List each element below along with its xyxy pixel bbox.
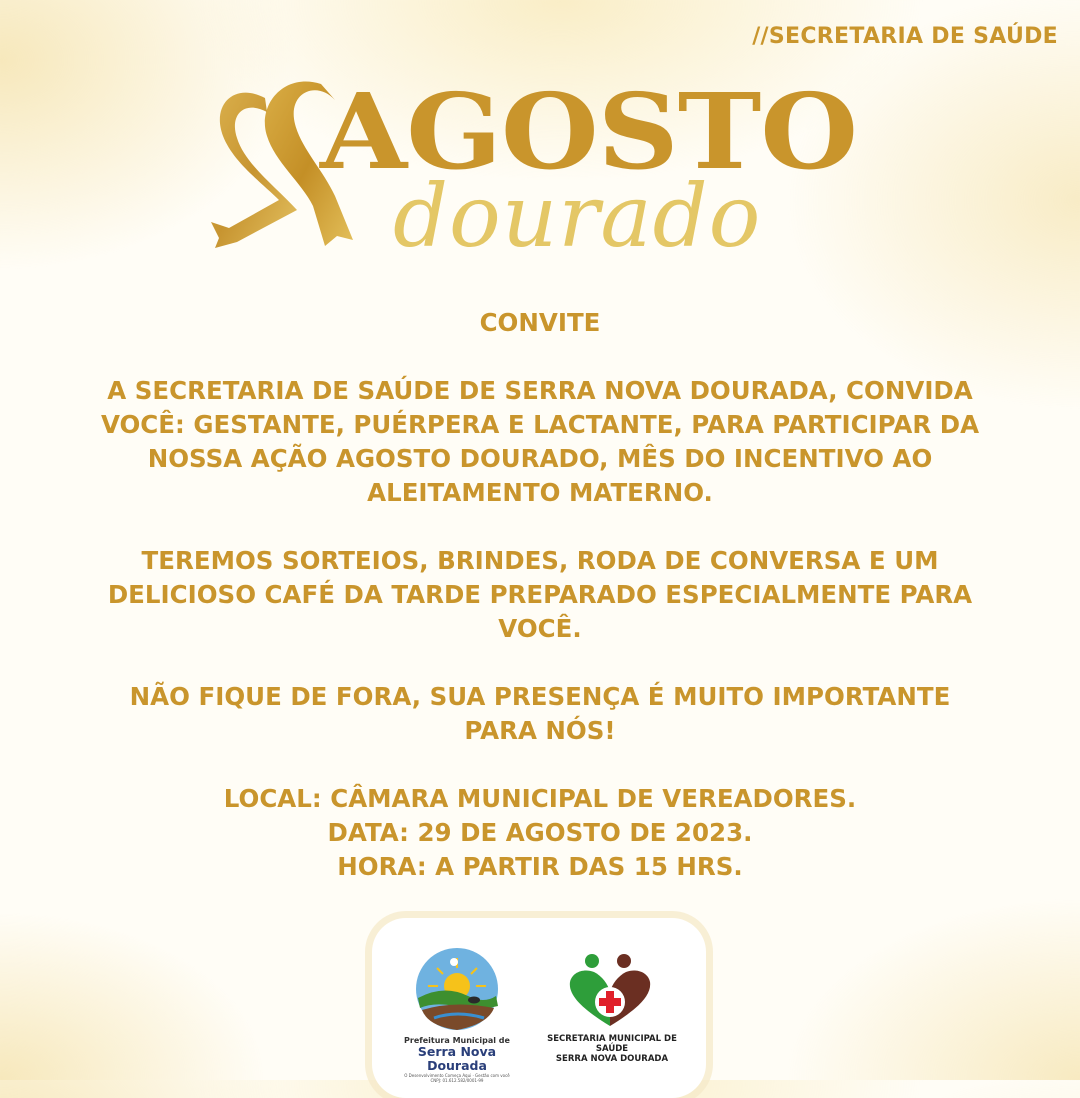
health-heart-cross-icon xyxy=(564,954,660,1030)
invitation-paragraph: A SECRETARIA DE SAÚDE DE SERRA NOVA DOURADA, CONVIDA VOCÊ: GESTANTE, PUÉRPERA E LACTANTE, PARA PARTICIPAR DA NOSSA AÇÃO AGOSTO DOURADO, MÊS DO INCENTIVO AO ALEITAMENTO MATERNO. xyxy=(100,376,980,507)
department-tag: //SECRETARIA DE SAÚDE xyxy=(752,24,1058,49)
prefeitura-motto: O Desenvolvimento Começa Aqui · Gestão com você xyxy=(404,1073,510,1078)
campaign-title-main: AGOSTO xyxy=(320,70,857,193)
secretaria-caption-line2: SERRA NOVA DOURADA xyxy=(555,1054,669,1064)
prefeitura-cnpj: CNPJ: 01.612.582/0001-99 xyxy=(430,1078,484,1083)
invitation-title: CONVITE xyxy=(479,308,601,337)
logos-card xyxy=(372,918,706,1098)
invitation-paragraph: NÃO FIQUE DE FORA, SUA PRESENÇA É MUITO IMPORTANTE PARA NÓS! xyxy=(129,682,951,745)
secretaria-caption-line1: SECRETARIA MUNICIPAL DE SAÚDE xyxy=(547,1034,677,1054)
invitation-paragraph: TEREMOS SORTEIOS, BRINDES, RODA DE CONVERSA E UM DELICIOSO CAFÉ DA TARDE PREPARADO ESPECIALMENTE PARA VOCÊ. xyxy=(107,546,973,643)
prefeitura-caption-line1: Prefeitura Municipal de xyxy=(404,1036,510,1045)
secretaria-logo xyxy=(532,954,692,1064)
prefeitura-logo xyxy=(402,946,512,1083)
prefeitura-caption-line2: Serra Nova Dourada xyxy=(417,1044,497,1073)
prefeitura-emblem-icon xyxy=(414,946,500,1032)
event-date: DATA: 29 DE AGOSTO DE 2023. xyxy=(327,818,753,847)
campaign-title-script: dourado xyxy=(393,167,762,267)
event-location: LOCAL: CÂMARA MUNICIPAL DE VEREADORES. xyxy=(223,784,857,813)
invitation-text xyxy=(90,306,990,884)
event-time: HORA: A PARTIR DAS 15 HRS. xyxy=(337,852,743,881)
campaign-hero xyxy=(205,70,857,268)
